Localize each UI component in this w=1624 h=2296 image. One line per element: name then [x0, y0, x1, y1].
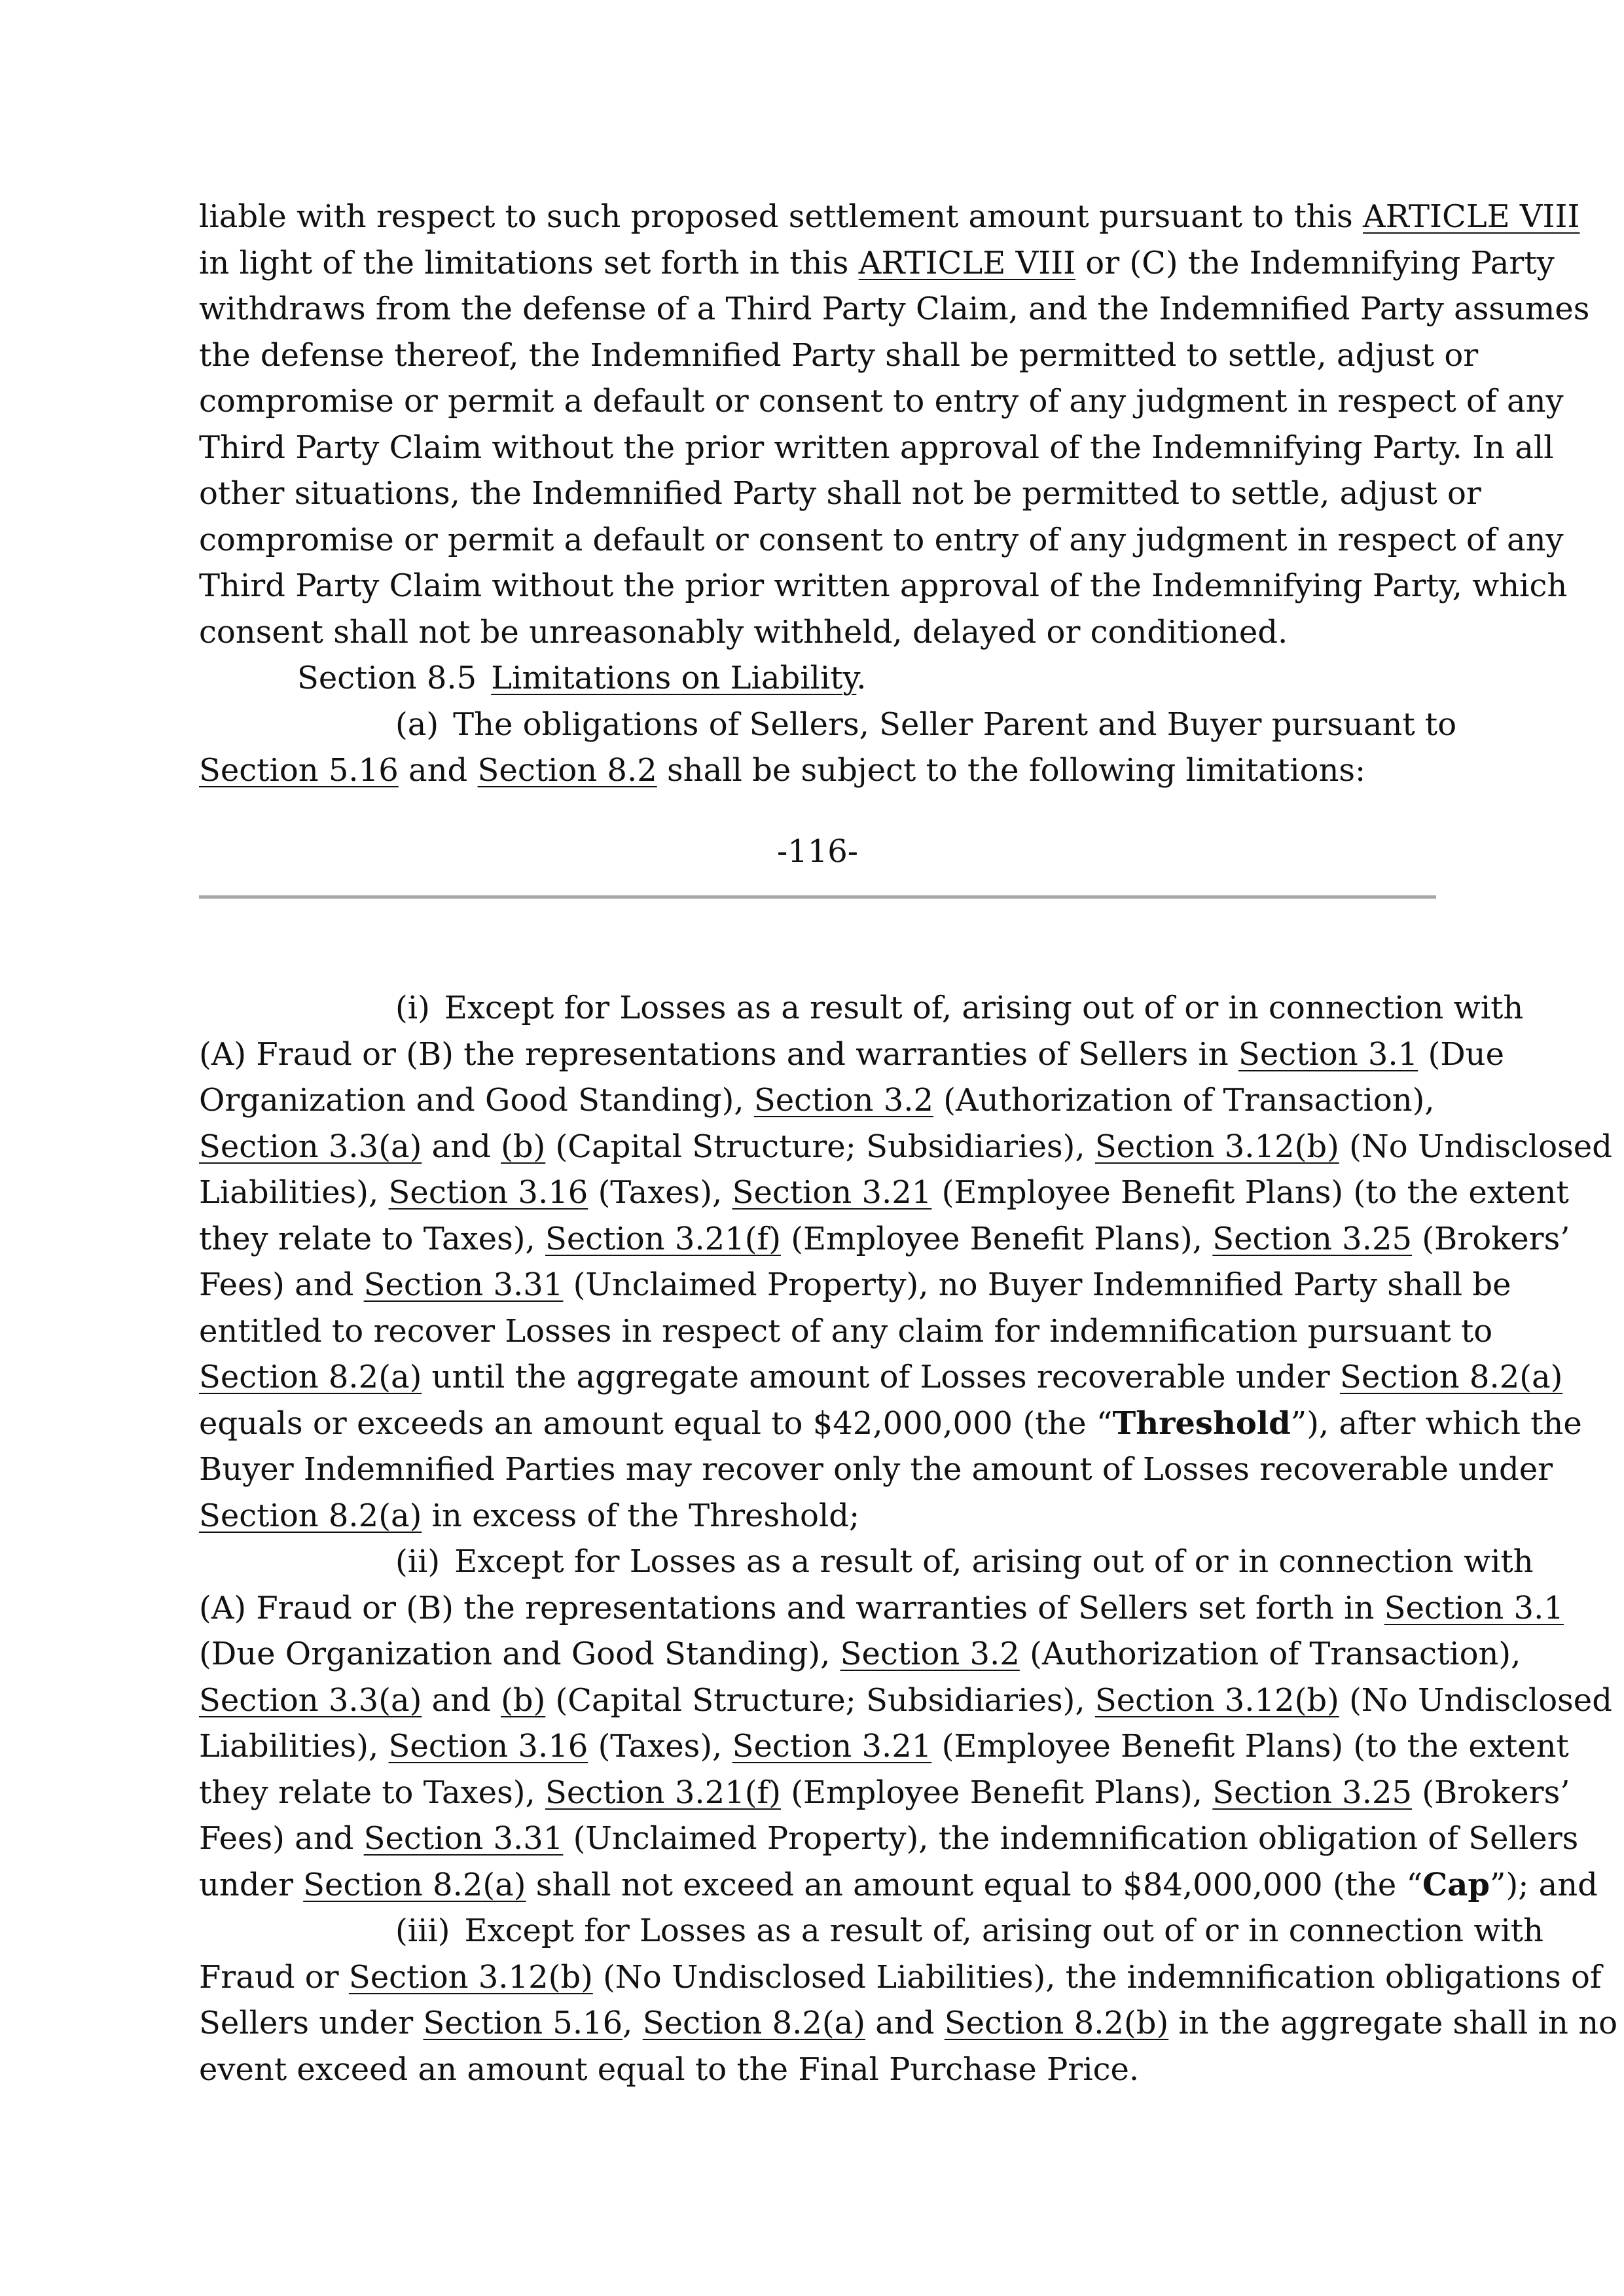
text-run: (Capital Structure; Subsidiaries), [545, 1128, 1095, 1165]
section-3-21-link[interactable]: Section 3.21 [732, 1728, 932, 1765]
text-run: Except for Losses as a result of, arising out of or in connection with [464, 1912, 1543, 1949]
section-5-16-link[interactable]: Section 5.16 [423, 2005, 623, 2041]
section-number: Section 8.5 [297, 660, 477, 696]
text-line [199, 194, 1580, 240]
text-line: the defense thereof, the Indemnified Party shall be permitted to settle, adjust or [199, 336, 1479, 374]
section-8-2-link[interactable]: Section 8.2 [477, 752, 657, 789]
text-line [199, 1170, 1569, 1216]
text-run: they relate to Taxes), [199, 1220, 545, 1257]
text-run: (Employee Benefit Plans), [780, 1774, 1213, 1811]
text-run: (A) Fraud or (B) the representations and warranties of Sellers in [199, 1035, 1238, 1073]
text-line: compromise or permit a default or consent to entry of any judgment in respect of any [199, 383, 1564, 420]
article-viii-link[interactable]: ARTICLE VIII [1363, 198, 1580, 235]
clause-label: (a) [395, 706, 439, 743]
text-line: withdraws from the defense of a Third Party Claim, and the Indemnified Party assumes [199, 291, 1590, 327]
text-run: or (C) the Indemnifying Party [1075, 244, 1555, 281]
text-run: and [865, 2005, 945, 2041]
section-8-2a-link[interactable]: Section 8.2(a) [303, 1866, 526, 1903]
text-line [199, 1262, 1511, 1308]
section-title: Limitations on Liability [491, 660, 857, 696]
text-line [199, 2000, 1617, 2047]
text-line [199, 1124, 1612, 1170]
text-run: (Due Organization and Good Standing), [199, 1636, 840, 1672]
section-3-21f-link[interactable]: Section 3.21(f) [545, 1774, 781, 1811]
text-run: Liabilities), [199, 1728, 389, 1765]
section-3-2-link[interactable]: Section 3.2 [753, 1082, 934, 1119]
text-run: Fees) and [199, 1266, 364, 1303]
text-run: shall be subject to the following limitations: [657, 752, 1366, 789]
section-3-3a-link[interactable]: Section 3.3(a) [199, 1681, 422, 1719]
section-3-12b-link[interactable]: Section 3.12(b) [348, 1958, 593, 1996]
text-run: under [199, 1866, 304, 1903]
text-run: ”), after which the [1290, 1405, 1582, 1442]
text-run: The obligations of Sellers, Seller Parent and Buyer pursuant to [453, 706, 1457, 743]
text-run: (Unclaimed Property), the indemnification obligation of Sellers [563, 1820, 1579, 1857]
text-run: Except for Losses as a result of, arising out of or in connection with [454, 1543, 1534, 1580]
page-116-text [199, 194, 1590, 794]
section-3-16-link[interactable]: Section 3.16 [388, 1728, 588, 1765]
text-run: until the aggregate amount of Losses recoverable under [422, 1359, 1341, 1395]
section-8-2a-link[interactable]: Section 8.2(a) [1340, 1359, 1563, 1395]
text-line [199, 1401, 1582, 1447]
text-line [199, 1585, 1564, 1632]
text-line: entitled to recover Losses in respect of any claim for indemnification pursuant to [199, 1312, 1493, 1350]
text-run: Liabilities), [199, 1174, 389, 1211]
text-line: consent shall not be unreasonably withheld, delayed or conditioned. [199, 613, 1288, 651]
clause-iii-first-line [199, 1908, 1543, 1954]
text-run: in excess of the Threshold; [422, 1497, 860, 1534]
section-3-21-link[interactable]: Section 3.21 [732, 1174, 932, 1211]
text-run: shall not exceed an amount equal to $84,000,000 (the “ [526, 1866, 1423, 1903]
text-run: (Employee Benefit Plans), [780, 1220, 1213, 1257]
text-run: (A) Fraud or (B) the representations and warranties of Sellers set forth in [199, 1589, 1384, 1626]
clause-label: (i) [395, 990, 430, 1026]
clause-i-first-line [199, 985, 1524, 1031]
clause-label: (ii) [395, 1543, 441, 1580]
section-3-1-link[interactable]: Section 3.1 [1238, 1035, 1418, 1073]
text-line [199, 1493, 1443, 1539]
text-run: . [856, 660, 867, 696]
section-3-25-link[interactable]: Section 3.25 [1212, 1774, 1413, 1811]
section-3-21f-link[interactable]: Section 3.21(f) [545, 1220, 781, 1257]
page-number: -116- [776, 833, 859, 870]
text-run: and [398, 752, 478, 789]
section-3-1-link[interactable]: Section 3.1 [1384, 1589, 1564, 1626]
page-divider [199, 895, 1436, 899]
text-line [199, 1216, 1570, 1263]
text-run: (Brokers’ [1412, 1774, 1570, 1811]
section-5-16-link[interactable]: Section 5.16 [199, 752, 399, 789]
text-line: Third Party Claim without the prior written approval of the Indemnifying Party. In all [199, 429, 1554, 466]
text-run: (Unclaimed Property), no Buyer Indemnified Party shall be [563, 1266, 1511, 1303]
text-line [199, 1954, 1602, 2001]
section-8-2a-link[interactable]: Section 8.2(a) [642, 2005, 865, 2041]
text-line [199, 1031, 1504, 1078]
text-run: Fees) and [199, 1820, 364, 1857]
section-8-2b-link[interactable]: Section 8.2(b) [944, 2005, 1169, 2041]
text-line [199, 1354, 1563, 1401]
clause-a-first-line [199, 702, 1457, 748]
text-line [199, 1723, 1569, 1770]
text-line [199, 1816, 1579, 1862]
text-run: (Employee Benefit Plans) (to the extent [931, 1174, 1569, 1211]
text-run: (Taxes), [588, 1728, 732, 1765]
text-run: (Brokers’ [1412, 1220, 1570, 1257]
text-run: , [623, 2005, 643, 2041]
text-run: (Taxes), [588, 1174, 732, 1211]
section-8-2a-link[interactable]: Section 8.2(a) [199, 1497, 422, 1534]
section-3-2-link[interactable]: Section 3.2 [840, 1636, 1020, 1672]
page-117-text [199, 985, 1617, 2092]
text-line [199, 1677, 1612, 1724]
text-line [199, 1770, 1570, 1816]
text-line: compromise or permit a default or consent to entry of any judgment in respect of any [199, 521, 1564, 558]
text-run: Organization and Good Standing), [199, 1082, 754, 1119]
text-run: ”); and [1489, 1866, 1598, 1903]
text-run: (No Undisclosed [1339, 1128, 1612, 1165]
text-run: Fraud or [199, 1958, 349, 1996]
text-line [199, 1077, 1443, 1124]
text-run: (Authorization of Transaction), [933, 1082, 1435, 1119]
text-run: Except for Losses as a result of, arising out of or in connection with [444, 990, 1524, 1026]
text-run: in light of the limitations set forth in this [199, 244, 859, 281]
text-run: and [422, 1128, 501, 1165]
section-3-12b-link[interactable]: Section 3.12(b) [1094, 1681, 1339, 1719]
clause-label: (iii) [395, 1912, 450, 1949]
text-line: Third Party Claim without the prior written approval of the Indemnifying Party, which [199, 567, 1568, 604]
section-3-31-link[interactable]: Section 3.31 [363, 1820, 564, 1857]
section-8-2a-link[interactable]: Section 8.2(a) [199, 1359, 422, 1395]
text-run: Sellers under [199, 2005, 424, 2041]
text-run: liable with respect to such proposed settlement amount pursuant to this [199, 198, 1363, 235]
section-3-3a-link[interactable]: Section 3.3(a) [199, 1128, 422, 1165]
text-line: event exceed an amount equal to the Final Purchase Price. [199, 2051, 1140, 2088]
text-run: (Authorization of Transaction), [1019, 1636, 1521, 1672]
clause-ii-first-line [199, 1539, 1534, 1585]
text-run: in the aggregate shall in no [1168, 2005, 1617, 2041]
text-line [199, 1631, 1521, 1677]
section-3-31-link[interactable]: Section 3.31 [363, 1266, 564, 1303]
text-line [199, 240, 1555, 287]
section-3-16-link[interactable]: Section 3.16 [388, 1174, 588, 1211]
defined-term-cap: Cap [1422, 1866, 1490, 1903]
section-8-5-heading [199, 655, 1443, 702]
section-3-25-link[interactable]: Section 3.25 [1212, 1220, 1413, 1257]
text-run: (No Undisclosed Liabilities), the indemnification obligations of [592, 1958, 1602, 1996]
text-run: they relate to Taxes), [199, 1774, 545, 1811]
text-run: and [422, 1681, 501, 1719]
article-viii-link[interactable]: ARTICLE VIII [858, 244, 1076, 281]
text-run: equals or exceeds an amount equal to $42,000,000 (the “ [199, 1405, 1113, 1442]
text-line: Buyer Indemnified Parties may recover only the amount of Losses recoverable under [199, 1451, 1553, 1488]
text-line: other situations, the Indemnified Party shall not be permitted to settle, adjust or [199, 475, 1481, 512]
text-line [199, 1862, 1598, 1909]
section-3-3b-link[interactable]: (b) [501, 1128, 546, 1165]
text-run: (Capital Structure; Subsidiaries), [545, 1681, 1095, 1719]
section-3-12b-link[interactable]: Section 3.12(b) [1094, 1128, 1339, 1165]
defined-term-threshold: Threshold [1112, 1405, 1291, 1442]
section-3-3b-link[interactable]: (b) [501, 1681, 546, 1719]
text-run: (Due [1418, 1035, 1504, 1073]
text-run: (Employee Benefit Plans) (to the extent [931, 1728, 1569, 1765]
text-line [199, 747, 1443, 794]
text-run: (No Undisclosed [1339, 1681, 1612, 1719]
